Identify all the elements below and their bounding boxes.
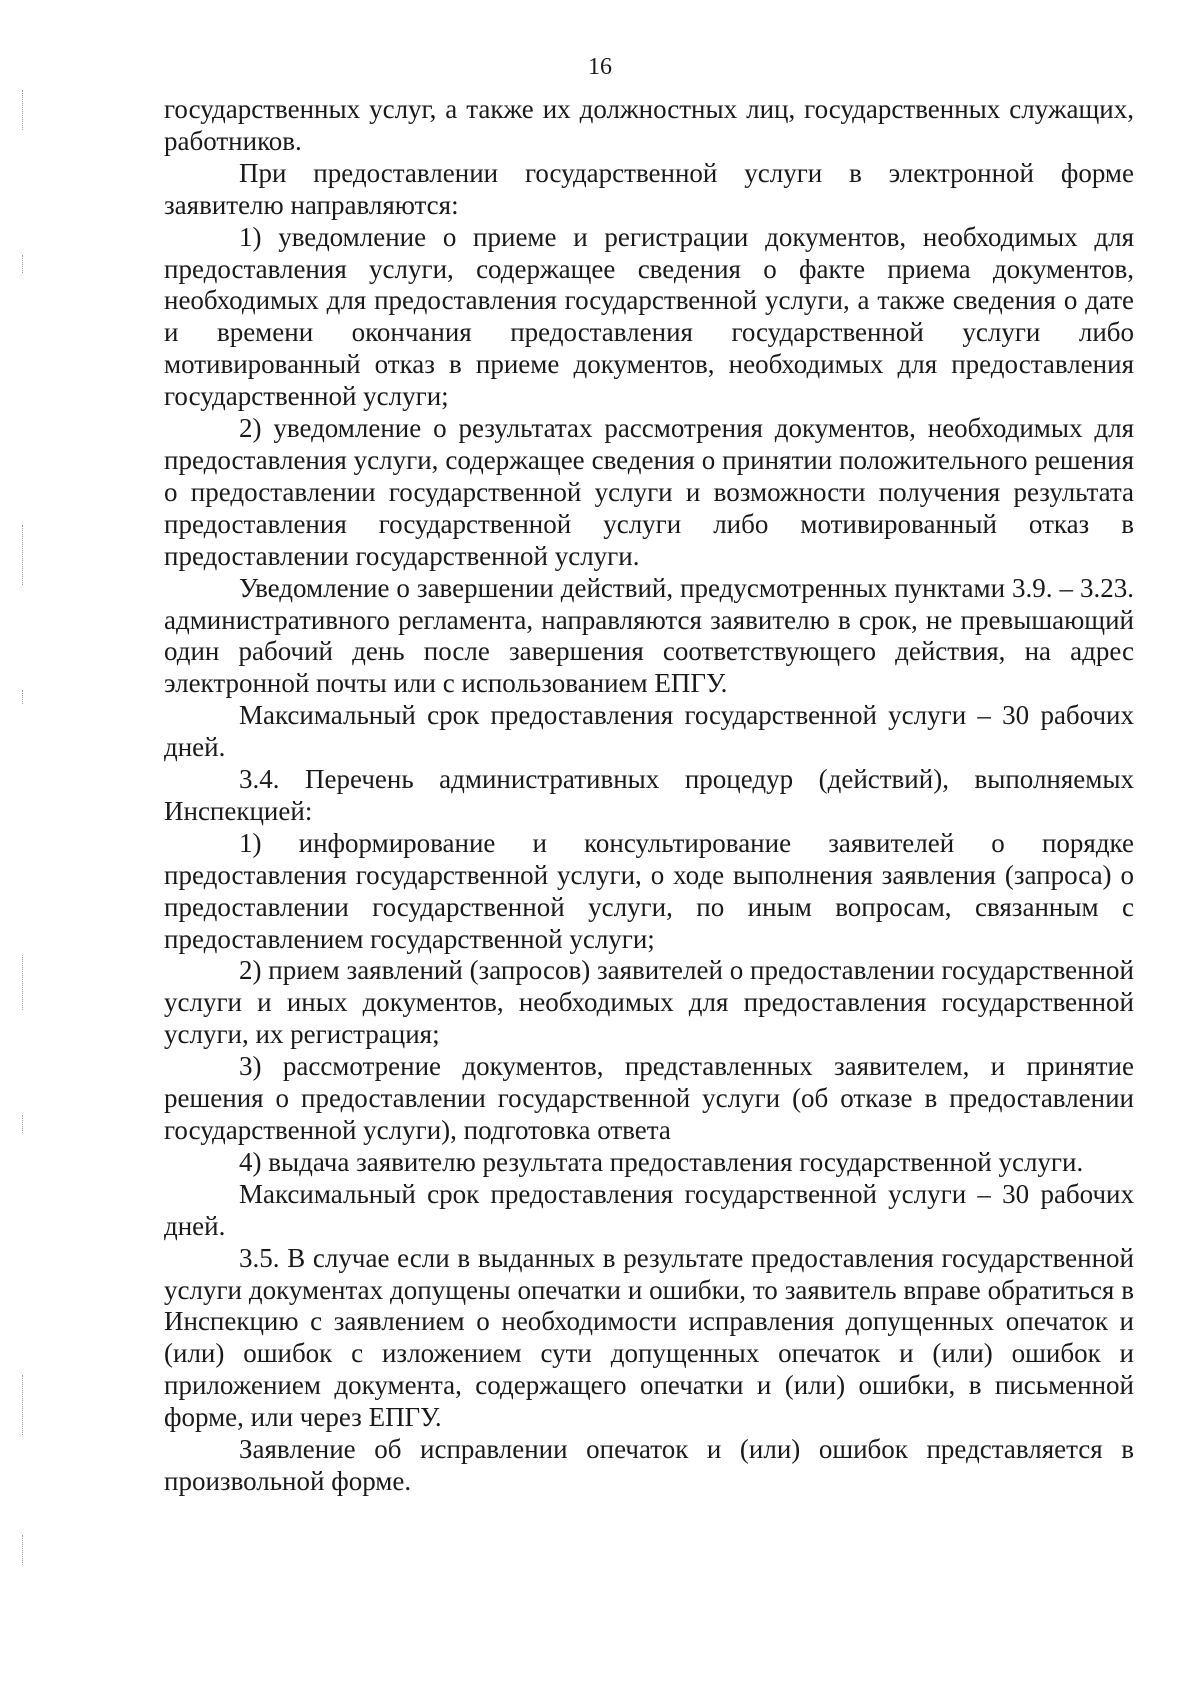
paragraph-continuation: государственных услуг, а также их должностных лиц, государственных служащих, работников.: [164, 94, 1134, 156]
paragraph-max-term: Максимальный срок предоставления государственной услуги – 30 рабочих дней.: [164, 700, 1134, 763]
scan-edge-mark: [22, 690, 24, 704]
list-item-issuance: 4) выдача заявителю результата предоставления государственной услуги.: [239, 1146, 1084, 1177]
section-3-5-paragraph: 3.5. В случае если в выданных в результате предоставления государственной услуги документах допущены опечатки и ошибки, то заявитель вправе обратиться в Инспекцию с заявлением о необходимости исправления допущенных опечаток и (или) ошибок с изложением сути допущенных опечаток и (или) ошибок и приложением документа, содержащего опечатки и (или) ошибки, в письменной форме, или через ЕПГУ.: [164, 1242, 1134, 1433]
scan-edge-mark: [22, 1535, 24, 1565]
scan-edge-mark: [22, 1375, 24, 1435]
paragraph-max-term-repeat: Максимальный срок предоставления государственной услуги – 30 рабочих дней.: [164, 1178, 1134, 1241]
scan-edge-mark: [22, 90, 24, 130]
section-3-4-heading: 3.4. Перечень административных процедур (действий), выполняемых Инспекцией:: [164, 764, 1134, 826]
paragraph-electronic-form: При предоставлении государственной услуги в электронной форме заявителю направляются:: [164, 157, 1134, 220]
scan-edge-mark: [22, 255, 24, 273]
paragraph-correction-form: Заявление об исправлении опечаток и (или) ошибок представляется в произвольной форме.: [164, 1434, 1134, 1496]
scan-edge-mark: [22, 955, 24, 1010]
scan-edge-mark: [22, 525, 24, 585]
page-number: 16: [588, 54, 612, 80]
list-item-informing: 1) информирование и консультирование заявителей о порядке предоставления государственной услуги, о ходе выполнения заявления (запроса) о предоставлении государственной услуги, по иным вопросам, связанным с предоставлением государственной услуги;: [164, 827, 1134, 954]
list-item-consideration: 3) рассмотрение документов, представленных заявителем, и принятие решения о предоставлении государственной услуги (об отказе в предоставлении государственной услуги), подготовка ответа: [164, 1051, 1134, 1145]
list-item-review-notice: 2) уведомление о результатах рассмотрения документов, необходимых для предоставления услуги, содержащее сведения о принятии положительного решения о предоставлении государственной услуги и возможности получения результата предоставления государственной услуги либо мотивированный отказ в предоставлении государственной услуги.: [164, 413, 1134, 571]
list-item-reception: 2) прием заявлений (запросов) заявителей о предоставлении государственной услуги и иных документов, необходимых для предоставления государственной услуги, их регистрация;: [164, 955, 1134, 1050]
list-item-receipt-notice: 1) уведомление о приеме и регистрации документов, необходимых для предоставления услуги, содержащее сведения о факте приема документов, необходимых для предоставления государственной услуги, а также сведения о дате и времени окончания предоставления государственной услуги либо мотивированный отказ в приеме документов, необходимых для предоставления государственной услуги;: [164, 221, 1134, 412]
paragraph-completion-notice: Уведомление о завершении действий, предусмотренных пунктами 3.9. – 3.23. административного регламента, направляются заявителю в срок, не превышающий один рабочий день после завершения соответствующего действия, на адрес электронной почты или с использованием ЕПГУ.: [164, 572, 1134, 699]
scan-edge-mark: [22, 1115, 24, 1133]
document-body: [164, 94, 1134, 1498]
